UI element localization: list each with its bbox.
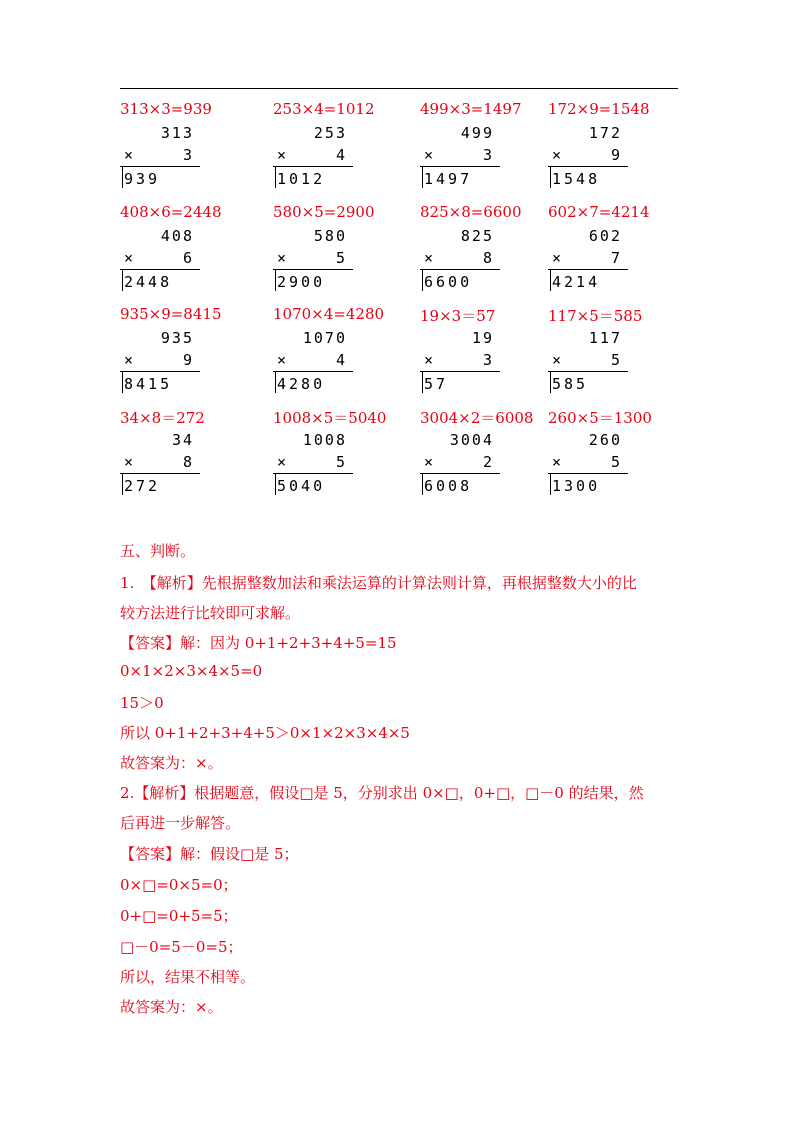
multiplier: 8 [182,453,194,471]
multiplication-problem [273,305,433,405]
vertical-calculation [273,225,403,295]
times-sign: × [552,351,562,369]
multiplier: 7 [610,249,622,267]
times-sign: × [124,351,134,369]
vertical-calculation [420,429,550,499]
multiplier: 3 [182,146,194,164]
times-sign: × [424,453,434,471]
product: 1012 [277,170,326,188]
product: 6008 [424,477,473,495]
product: 1300 [552,477,601,495]
multiplier: 6 [182,249,194,267]
q1-analysis-line-1: 1. 【解析】先根据整数加法和乘法运算的计算法则计算，再根据整数大小的比 [120,574,637,592]
multiplier: 3 [482,146,494,164]
calculation-left-bar [550,166,551,188]
problem-equation: 19×3＝57 [420,307,496,325]
calculation-left-bar [422,371,423,393]
vertical-calculation [120,122,250,192]
calculation-rule [120,269,200,270]
q1-analysis-line-2: 较方法进行比较即可求解。 [120,604,301,622]
vertical-calculation [420,122,550,192]
problem-equation: 499×3=1497 [420,100,522,118]
times-sign: × [277,453,287,471]
multiplicand: 34 [171,431,194,449]
calculation-rule [273,269,353,270]
problem-equation: 253×4=1012 [273,100,375,118]
vertical-calculation [548,122,678,192]
multiplication-problem [120,203,280,303]
calculation-rule [420,166,500,167]
q2-analysis-line-2: 后再进一步解答。 [120,814,241,832]
product: 4214 [552,273,601,291]
problem-equation: 172×9=1548 [548,100,650,118]
vertical-calculation [120,429,250,499]
q2-analysis-line-1: 2.【解析】根据题意，假设□是 5，分别求出 0×□，0+□，□－0 的结果，然 [120,784,644,802]
calculation-rule [120,166,200,167]
problem-equation: 3004×2＝6008 [420,409,534,427]
section-heading: 五、判断。 [120,542,196,560]
q2-line-4: □－0=5－0=5； [120,938,243,956]
multiplicand: 825 [460,227,494,245]
times-sign: × [552,146,562,164]
calculation-rule [548,371,628,372]
multiplication-problem [273,203,433,303]
multiplier: 8 [482,249,494,267]
multiplication-problem [548,305,708,405]
product: 6600 [424,273,473,291]
q2-line-3: 0+□=0+5=5； [120,907,238,925]
calculation-left-bar [422,269,423,291]
q1-answer-label: 【答案】 [120,634,181,652]
multiplicand: 499 [460,124,494,142]
q1-line-5: 故答案为：×。 [120,754,223,772]
problem-equation: 260×5＝1300 [548,409,652,427]
times-sign: × [277,146,287,164]
calculation-left-bar [275,166,276,188]
times-sign: × [124,249,134,267]
times-sign: × [552,249,562,267]
calculation-left-bar [422,166,423,188]
calculation-rule [548,166,628,167]
multiplication-problem [273,407,433,507]
calculation-left-bar [275,269,276,291]
multiplicand: 260 [588,431,622,449]
multiplier: 5 [335,453,347,471]
problem-equation: 313×3=939 [120,100,212,118]
product: 1548 [552,170,601,188]
times-sign: × [424,351,434,369]
product: 57 [424,375,449,393]
calculation-rule [420,269,500,270]
vertical-calculation [273,327,403,397]
multiplicand: 117 [588,329,622,347]
multiplication-problem [548,407,708,507]
multiplicand: 172 [588,124,622,142]
calculation-left-bar [122,166,123,188]
vertical-calculation [420,225,550,295]
multiplier: 4 [335,146,347,164]
multiplier: 2 [482,453,494,471]
multiplier: 4 [335,351,347,369]
multiplier: 9 [610,146,622,164]
q1-answer-text: 解：因为 0+1+2+3+4+5=15 [180,634,397,652]
multiplication-problem [120,305,280,405]
calculation-rule [420,371,500,372]
problem-equation: 825×8=6600 [420,203,522,221]
vertical-calculation [548,225,678,295]
multiplicand: 580 [313,227,347,245]
q2-line-6: 故答案为：×。 [120,998,223,1016]
multiplicand: 602 [588,227,622,245]
multiplier: 5 [610,453,622,471]
multiplier: 3 [482,351,494,369]
vertical-calculation [120,327,250,397]
multiplication-problem [120,100,280,200]
calculation-rule [420,473,500,474]
multiplication-problem [120,407,280,507]
multiplicand: 3004 [449,431,494,449]
product: 8415 [124,375,173,393]
vertical-calculation [273,122,403,192]
calculation-rule [548,473,628,474]
calculation-left-bar [275,473,276,495]
q2-answer-label: 【答案】 [120,845,181,863]
multiplicand: 313 [160,124,194,142]
problem-equation: 1008×5＝5040 [273,409,387,427]
problem-equation: 1070×4=4280 [273,305,385,323]
multiplication-problem [548,100,708,200]
q2-line-2: 0×□=0×5=0； [120,876,238,894]
times-sign: × [124,453,134,471]
problem-equation: 935×9=8415 [120,305,222,323]
problem-equation: 117×5＝585 [548,307,643,325]
calculation-left-bar [422,473,423,495]
calculation-left-bar [122,269,123,291]
calculation-left-bar [275,371,276,393]
multiplication-problem [273,100,433,200]
calculation-rule [548,269,628,270]
calculation-rule [273,473,353,474]
product: 4280 [277,375,326,393]
product: 2448 [124,273,173,291]
q1-line-3: 15＞0 [120,694,164,712]
calculation-left-bar [122,371,123,393]
times-sign: × [124,146,134,164]
q2-line-5: 所以，结果不相等。 [120,968,256,986]
header-rule [120,88,678,89]
product: 1497 [424,170,473,188]
product: 272 [124,477,161,495]
calculation-left-bar [550,269,551,291]
times-sign: × [552,453,562,471]
product: 5040 [277,477,326,495]
multiplicand: 253 [313,124,347,142]
calculation-left-bar [550,473,551,495]
calculation-rule [120,473,200,474]
calculation-rule [273,371,353,372]
q1-answer [120,632,397,653]
times-sign: × [424,146,434,164]
calculation-rule [273,166,353,167]
calculation-left-bar [550,371,551,393]
multiplier: 5 [335,249,347,267]
problem-equation: 580×5=2900 [273,203,375,221]
problem-equation: 602×7=4214 [548,203,650,221]
product: 939 [124,170,161,188]
product: 2900 [277,273,326,291]
times-sign: × [277,249,287,267]
problem-equation: 34×8＝272 [120,409,205,427]
multiplicand: 1008 [302,431,347,449]
times-sign: × [277,351,287,369]
multiplier: 5 [610,351,622,369]
vertical-calculation [420,327,550,397]
vertical-calculation [273,429,403,499]
q1-line-4: 所以 0+1+2+3+4+5＞0×1×2×3×4×5 [120,724,410,742]
multiplicand: 1070 [302,329,347,347]
times-sign: × [424,249,434,267]
vertical-calculation [548,429,678,499]
multiplicand: 19 [471,329,494,347]
calculation-rule [120,371,200,372]
q2-answer-text: 解：假设□是 5； [180,845,299,863]
vertical-calculation [548,327,678,397]
multiplication-problem [548,203,708,303]
problem-equation: 408×6=2448 [120,203,222,221]
multiplicand: 408 [160,227,194,245]
multiplier: 9 [182,351,194,369]
q2-answer [120,843,299,864]
vertical-calculation [120,225,250,295]
product: 585 [552,375,589,393]
multiplicand: 935 [160,329,194,347]
calculation-left-bar [122,473,123,495]
q1-line-2: 0×1×2×3×4×5=0 [120,662,263,680]
